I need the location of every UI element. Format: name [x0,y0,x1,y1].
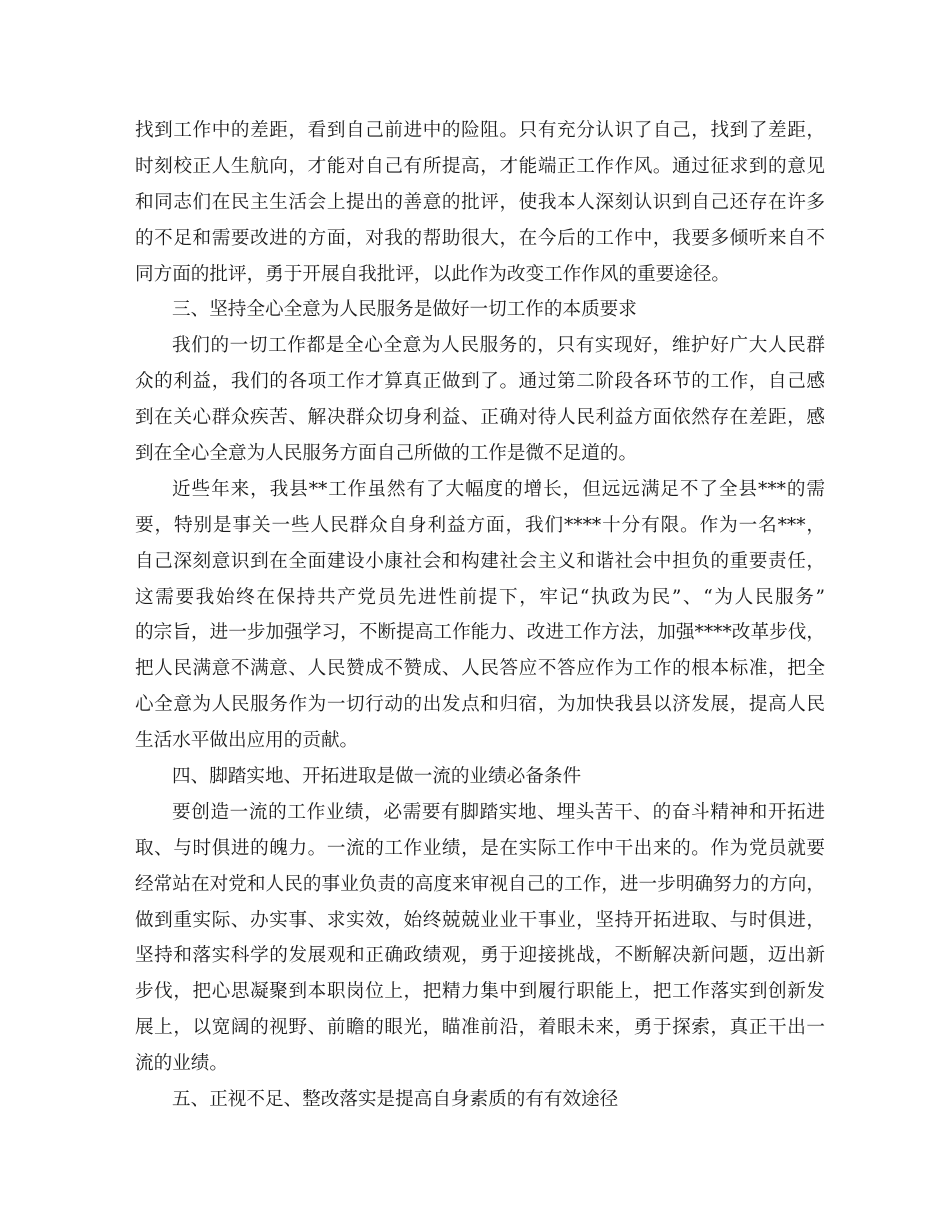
body-line: 到在全心全意为人民服务方面自己所做的工作是微不足道的。 [135,443,638,465]
section-heading: 五、正视不足、整改落实是提高自身素质的有有效途径 [172,1089,619,1111]
body-line: 自己深刻意识到在全面建设小康社会和构建社会主义和谐社会中担负的重要责任， [135,550,825,572]
body-line: 步伐，把心思凝聚到本职岗位上，把精力集中到履行职能上，把工作落实到创新发 [135,981,825,1003]
body-line: 近些年来，我县**工作虽然有了大幅度的增长，但远远满足不了全县***的需 [172,478,825,500]
body-line: 的宗旨，进一步加强学习，不断提高工作能力、改进工作方法，加强****改革步伐， [135,622,825,644]
body-line: 找到工作中的差距，看到自己前进中的险阻。只有充分认识了自己，找到了差距， [135,120,825,141]
body-line: 把人民满意不满意、人民赞成不赞成、人民答应不答应作为工作的根本标准，把全 [135,658,825,680]
body-line: 生活水平做出应用的贡献。 [135,730,359,752]
body-line: 到在关心群众疾苦、解决群众切身利益、正确对待人民利益方面依然存在差距，感 [135,407,825,429]
body-line: 取、与时俱进的魄力。一流的工作业绩，是在实际工作中干出来的。作为党员就要 [135,837,825,859]
body-line: 经常站在对党和人民的事业负责的高度来审视自己的工作，进一步明确努力的方向， [135,873,825,895]
body-line: 和同志们在民主生活会上提出的善意的批评，使我本人深刻认识到自己还存在许多 [135,191,825,213]
body-line: 坚持和落实科学的发展观和正确政绩观，勇于迎接挑战，不断解决新问题，迈出新 [135,945,825,967]
body-line: 做到重实际、办实事、求实效，始终兢兢业业干事业，坚持开拓进取、与时俱进， [135,909,825,931]
body-line: 心全意为人民服务作为一切行动的出发点和归宿，为加快我县以济发展，提高人民 [135,694,825,716]
body-line: 要创造一流的工作业绩，必需要有脚踏实地、埋头苦干、的奋斗精神和开拓进 [172,801,825,823]
body-line: 的不足和需要改进的方面，对我的帮助很大，在今后的工作中，我要多倾听来自不 [135,227,825,249]
section-heading: 四、脚踏实地、开拓进取是做一流的业绩必备条件 [172,766,582,788]
body-line: 流的业绩。 [135,1053,228,1075]
body-line: 我们的一切工作都是全心全意为人民服务的，只有实现好，维护好广大人民群 [172,335,825,357]
body-line: 时刻校正人生航向，才能对自己有所提高，才能端正工作作风。通过征求到的意见 [135,155,825,177]
body-line: 要，特别是事关一些人民群众自身利益方面，我们****十分有限。作为一名***， [135,514,825,536]
body-line: 众的利益，我们的各项工作才算真正做到了。通过第二阶段各环节的工作，自己感 [135,371,825,393]
body-line: 同方面的批评，勇于开展自我批评，以此作为改变工作作风的重要途径。 [135,263,731,285]
document-body [135,113,825,1118]
section-heading: 三、坚持全心全意为人民服务是做好一切工作的本质要求 [172,299,637,321]
body-line: 这需要我始终在保持共产党员先进性前提下，牢记“执政为民”、“为人民服务” [135,586,825,608]
body-line: 展上，以宽阔的视野、前瞻的眼光，瞄准前沿，着眼未来，勇于探索，真正干出一 [135,1017,825,1039]
